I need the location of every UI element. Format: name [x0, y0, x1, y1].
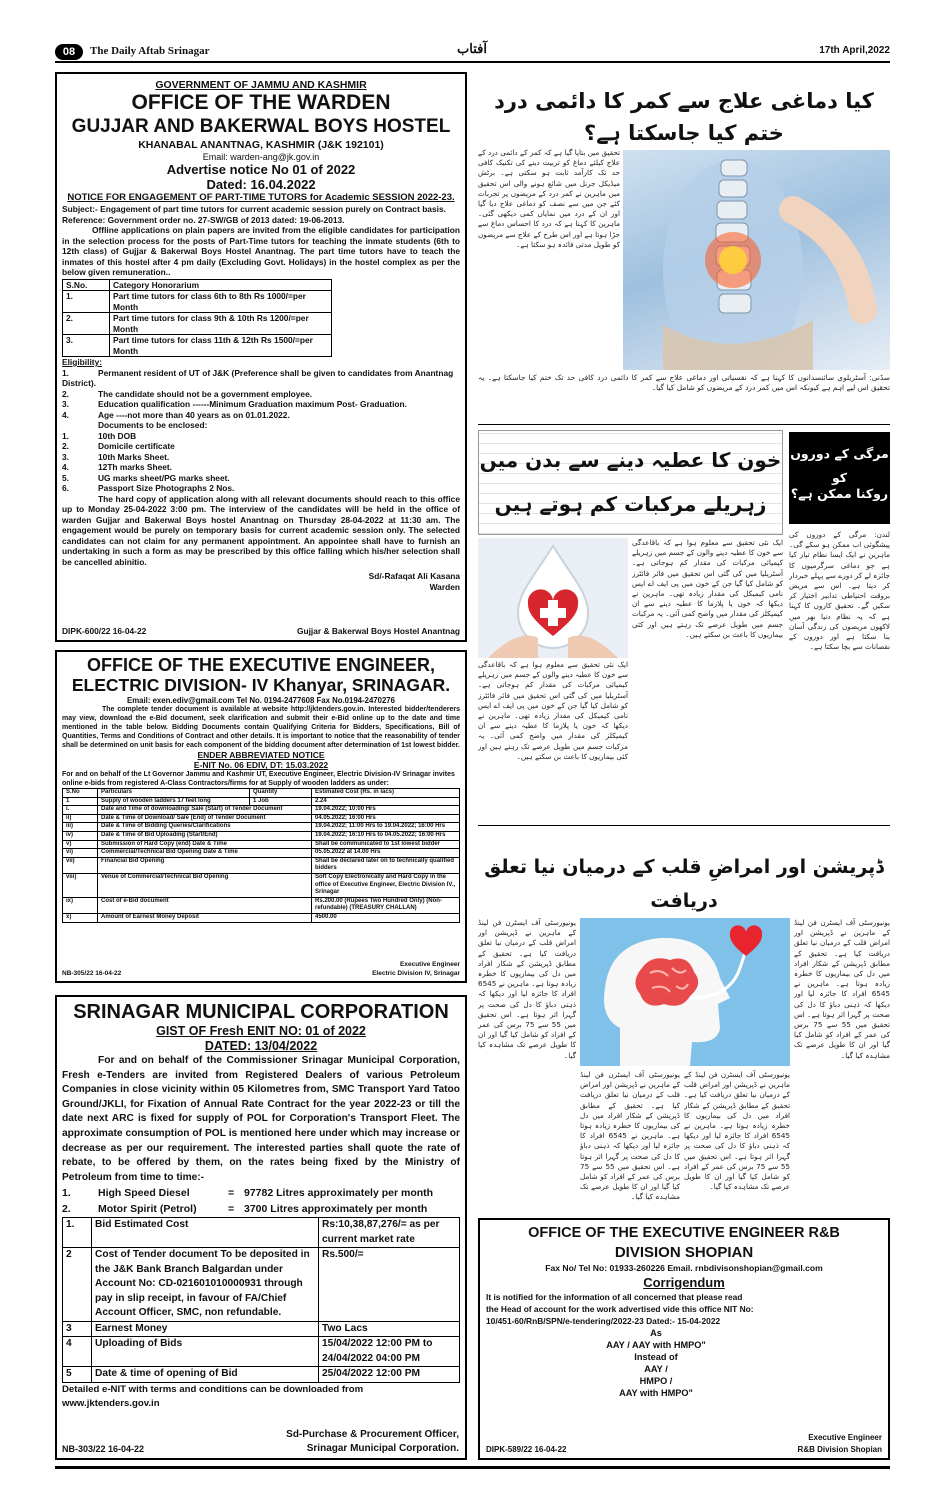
- gist-line: GIST OF Fresh ENIT NO: 01 of 2022: [156, 1024, 366, 1038]
- eligibility-list: [62, 368, 460, 494]
- paper-name: The Daily Aftab Srinagar: [90, 45, 210, 57]
- table-header: Category Honorarium: [110, 279, 332, 291]
- blood-drop-illustration: [478, 538, 628, 658]
- signatory-office: Srinagar Municipal Corporation.: [306, 1443, 459, 1454]
- list-item: AAY / AAY with HMPO": [606, 1340, 706, 1350]
- section-divider: [478, 424, 890, 425]
- closing-paragraph: The hard copy of application along with all relevant documents should reach to this office up to Monday 25-04-2022 3:00 pm. The interview of the candidates will be held in the office of warden Gujjar and Bakerwal Boys hostel Anantnag on Thursday 28-04-2022 at 11:30 am. The engagement would be purely on temporary basis for current academic session only. The selected candidates can not claim for any permanent appointment. An appointee shall have to furnish an undertaking in such a form as may be prescribed by this office falling which his/her selection shall be cancelled abinitio.: [62, 493, 460, 567]
- table-row: ii) Date & Time of Download/ Sale (End) of Tender Document 04.05.2022; 16:00 Hrs: [63, 814, 460, 823]
- table-row: 1 Supply of wooden ladders 17 feet long 1 Job 2.24: [63, 797, 460, 806]
- signatory-office: Electric Division IV, Srinagar: [372, 970, 460, 977]
- ad-issuer: Gujjar & Bakerwal Boys Hostel Anantnag: [296, 625, 460, 636]
- hostel-title: GUJJAR AND BAKERWAL BOYS HOSTEL: [71, 116, 451, 137]
- contact-line: Fax No/ Tel No: 01933-260226 Email. rnbdivisonshopian@gmail.com: [545, 1263, 823, 1273]
- fuel-list: [62, 1185, 460, 1217]
- brain-heart-illustration: [580, 918, 790, 1066]
- blood-headline: [478, 430, 783, 535]
- headline-text: ڈپریشن اور امراضِ قلب کے درمیان نیا تعلق دریافت: [484, 856, 884, 912]
- notice-heading: ENDER ABBREVIATED NOTICE: [197, 750, 325, 760]
- table-row: vi) Commercial/Technical Bid Opening Date & Time 05.05.2022 at 14.00 Hrs: [63, 849, 460, 858]
- signatory-designation: Warden: [429, 581, 460, 592]
- table-row: 3. Part time tutors for class 11th & 12th Rs 1500/=per Month: [63, 335, 332, 357]
- notice-subject: Subject:- Engagement of part time tutors for current academic session purely on Contract basis.: [62, 204, 446, 214]
- list-item: Instead of: [634, 1352, 678, 1362]
- signatory-office: R&B Division Shopian: [797, 1445, 882, 1454]
- corrigendum-body: It is notified for the information of all concerned that please read the Head of account for the work advertised vide this office NIT No: 10/451-60/RnB/SPN/e-tendering/2022-23 Dated:- 15-04-2022: [486, 1292, 754, 1326]
- list-item: 3. 10th Marks Sheet.: [62, 451, 170, 462]
- masthead: [55, 42, 890, 62]
- table-row: ix) Cost of e-Bid document Rs.200.00 (Rupees Two Hundred Only) (Non-refundable) (TREASURY CHALLAN): [63, 897, 460, 913]
- notice-body: Offline applications on plain papers are invited from the eligible candidates for participation in the selection process for the posts of Part-Time tutors for teaching the inmate students (6th to 12th class) of Gujjar & Bakerwal Boys Hostel Anantnag. The part time tutors have to teach the inmates of this hostel after 4 pm daily (Excluding Govt. Holidays) in the hostel complex as per the below given remuneration..: [62, 225, 460, 277]
- gist-date: DATED: 13/04/2022: [204, 1039, 318, 1053]
- ad-code: NB-303/22 16-04-22: [62, 1444, 145, 1454]
- notice-reference: Reference: Government order no. 27-SW/GB of 2013 dated: 19-06-2013.: [62, 214, 345, 225]
- signatory-title: Sd-Purchase & Procurement Officer,: [286, 1429, 459, 1440]
- headline-text: کیا دماغی علاج سے کمر کا دائمی درد ختم کیا جاسکتا ہے؟: [494, 89, 874, 145]
- advertise-date: Dated: 16.04.2022: [206, 177, 316, 192]
- table-row: iii) Date & Time of Bidding Queries/Clarifications 19.04.2022; 11:00 Hrs to 19.04.2022; 16:00 Hrs: [63, 823, 460, 832]
- eligibility-label: Eligibility:: [62, 357, 103, 367]
- table-header-row: S.No Particulars Quantity Estimated Cost (Rs. in lacs): [63, 789, 460, 798]
- masthead-date: 17th April,2022: [819, 45, 890, 56]
- list-item: 3. Education qualification ------Minimum Graduation maximum Post- Graduation.: [62, 399, 407, 409]
- office-title: OFFICE OF THE WARDEN: [131, 91, 391, 114]
- table-row: v) Submission of Hard Copy (end) Date & Time Shall be communicated to 1st lowest bidder: [63, 840, 460, 849]
- masthead-rule: [55, 61, 890, 63]
- corrigendum-lines: [486, 1327, 826, 1399]
- table-row: 1. Bid Estimated Cost Rs:10,38,87,276/= as per current market rate: [63, 1218, 460, 1248]
- honorarium-table: [62, 279, 332, 358]
- download-note: Detailed e-NIT with terms and conditions can be downloaded from www.jktenders.gov.in: [62, 1383, 364, 1409]
- depression-body: یونیورسٹی آف ایسٹرن فن لینڈ کے ماہرین نے ڈپریشن اور امراض قلب کے درمیان نیا تعلق دریافت کیا ہے۔ تحقیق کے مطابق ڈپریشن کے شکار افراد میں دل کی بیماریوں کا خطرہ زیادہ ہوتا ہے۔ ماہرین نے 6545 افراد کا جائزہ لیا اور دیکھا کہ ذہنی دباؤ کا دل کی صحت پر گہرا اثر ہوتا ہے۔ اس تحقیق میں 55 سے 75 برس کی عمر کے افراد کو شامل کیا گیا اور ان کا طویل عرصے تک مشاہدہ کیا گیا۔: [478, 918, 576, 1060]
- table-row: 4 Uploading of Bids 15/04/2022 12:00 PM to 24/04/2022 04:00 PM: [63, 1337, 460, 1367]
- office-title: OFFICE OF THE EXECUTIVE ENGINEER,: [86, 655, 436, 675]
- headline-line-2: زہریلے مرکبات کم ہوتے ہیں: [494, 492, 767, 516]
- hostel-address: KHANABAL ANANTNAG, KASHMIR (J&K 192101): [138, 139, 384, 151]
- list-item: 6. Passport Size Photographs 2 Nos.: [62, 483, 235, 493]
- electric-division-advertisement: [55, 650, 467, 983]
- list-item: 4. 12Th marks Sheet.: [62, 462, 173, 472]
- list-item: 1. 10th DOB: [62, 430, 137, 441]
- rnb-advertisement: [478, 1218, 890, 1460]
- smc-tender-table: [62, 1217, 460, 1383]
- warden-advertisement: [55, 72, 467, 642]
- back-pain-body: تحقیق میں بتایا گیا ہے کہ کمر کے دائمی درد کے علاج کیلئے دماغ کو تربیت دینے کی تکنیک کافی حد تک کارآمد ثابت ہو سکتی ہے۔ برٹش میڈیکل جرنل میں شائع ہونے والی اس تحقیق میں ماہرین نے کمر درد کے مریضوں پر تجربات کئے جن میں سے نصف کو دماغی علاج دیا گیا اور ان کے درد میں نمایاں کمی دیکھی گئی۔ ماہرین کا کہنا ہے کہ درد کا احساس دماغ سے جڑا ہوتا ہے اور اس طرح کے علاج سے مریضوں کو طویل مدتی فائدہ ہو سکتا ہے۔: [478, 148, 620, 249]
- signatory-title: Executive Engineer: [808, 1433, 882, 1442]
- list-item: 4. Age ----not more than 40 years as on 01.01.2022.: [62, 409, 290, 420]
- ad-code: DIPK-589/22 16-04-22: [486, 1445, 567, 1454]
- brain-heart-image: [580, 918, 790, 1066]
- table-row: iv) Date & Time of Bid Uploading (Start/End) 19.04.2022; 16:10 Hrs to 04.05.2022; 16:00 Hrs: [63, 831, 460, 840]
- ad-code: DIPK-600/22 16-04-22: [62, 625, 147, 636]
- list-item: 5. UG marks sheet/PG marks sheet.: [62, 472, 230, 483]
- blood-body-continued: ایک نئی تحقیق سے معلوم ہوا ہے کہ باقاعدگی سے خون کا عطیہ دینے والوں کے جسم میں زہریلے کیمیائی مرکبات کی مقدار کم ہوجاتی ہے۔ آسٹریلیا میں کی گئی اس تحقیق میں فائر فائٹرز کو شامل کیا گیا جن کے خون میں پی ایف اے ایس نامی کیمیکل کی مقدار زیادہ تھی۔ ماہرین نے دیکھا کہ خون یا پلازما کا عطیہ دینے سے ان کیمیکلز کی مقدار میں واضح کمی آئی۔ یہ مرکبات جسم میں طویل عرصے تک رہتے ہیں اور کئی بیماریوں کا باعث بن سکتے ہیں۔: [478, 660, 628, 761]
- depression-body-column-3: یونیورسٹی آف ایسٹرن فن لینڈ کے ماہرین نے ڈپریشن اور امراض قلب کے درمیان نیا تعلق دریافت کیا ہے۔ تحقیق کے مطابق ڈپریشن کے شکار افراد میں دل کی بیماریوں کا خطرہ زیادہ ہوتا ہے۔ ماہرین نے 6545 افراد کا جائزہ لیا اور دیکھا کہ ذہنی دباؤ کا دل کی صحت پر گہرا اثر ہوتا ہے۔ اس تحقیق میں 55 سے 75 برس کی عمر کے افراد کو شامل کیا گیا اور ان کا طویل عرصے تک مشاہدہ کیا گیا۔: [684, 1070, 790, 1192]
- list-item: 1. High Speed Diesel = 97782 Litres approximately per month: [62, 1187, 434, 1200]
- enit-number: E-NIT No. 06 EDIV, DT: 15.03.2022: [193, 760, 329, 770]
- list-item: 1. Permanent resident of UT of J&K (Preference shall be given to candidates from Anantnag District).: [62, 367, 454, 388]
- spine-illustration: [623, 150, 890, 370]
- table-row: i. Date and Time of downloading/ Sale (Start) of Tender Document 19.04.2022; 10:00 Hrs: [63, 806, 460, 815]
- blood-body: ایک نئی تحقیق سے معلوم ہوا ہے کہ باقاعدگی سے خون کا عطیہ دینے والوں کے جسم میں زہریلے کیمیائی مرکبات کی مقدار کم ہوجاتی ہے۔ آسٹریلیا میں کی گئی اس تحقیق میں فائر فائٹرز کو شامل کیا گیا جن کے خون میں پی ایف اے ایس نامی کیمیکل کی مقدار زیادہ تھی۔ ماہرین نے دیکھا کہ خون یا پلازما کا عطیہ دینے سے ان کیمیکلز کی مقدار میں واضح کمی آئی۔ یہ مرکبات جسم میں طویل عرصے تک رہتے ہیں اور کئی بیماریوں کا باعث بن سکتے ہیں۔: [632, 538, 783, 639]
- list-item: HMPO /: [639, 1376, 673, 1386]
- signatory-title: Executive Engineer: [400, 961, 460, 968]
- tender-lead: For and on behalf of the Lt Governor Jammu and Kashmir UT, Executive Engineer, Electric Division-IV Srinagar invites online e-bids from registered A-Class Contractors/firms for at Supply of wooden ladders as under:: [62, 771, 455, 787]
- signatory-name: Sd/-Rafaqat Ali Kasana: [368, 571, 460, 581]
- office-title: OFFICE OF THE EXECUTIVE ENGINEER R&B: [528, 1225, 840, 1241]
- epilepsy-body: لندن: مرگی کے دوروں کی پیشگوئی اب ممکن ہو سکے گی۔ ماہرین نے ایک ایسا نظام تیار کیا ہے جو دماغی سرگرمیوں کا جائزہ لے کر دورے سے پہلے خبردار کر دیتا ہے۔ اس سے مریض بروقت احتیاطی تدابیر اختیار کر سکیں گے۔ تحقیق کاروں کا کہنا ہے کہ یہ نظام دنیا بھر میں لاکھوں مریضوں کی زندگی آسان بنا سکتا ہے اور دوروں کے نقصانات سے بچا سکتا ہے۔: [789, 530, 890, 652]
- headline-line-1: خون کا عطیہ دینے سے بدن میں: [479, 448, 782, 472]
- page-number-badge: 08: [55, 44, 83, 60]
- page-bottom-rule: [55, 1466, 890, 1469]
- blood-drop-image: [478, 538, 628, 658]
- list-item: AAY with HMPO": [619, 1388, 693, 1398]
- back-pain-headline: [478, 75, 890, 145]
- smc-title: SRINAGAR MUNICIPAL CORPORATION: [73, 1001, 449, 1023]
- list-item: 2. The candidate should not be a government employee.: [62, 388, 313, 399]
- notice-title: NOTICE FOR ENGAGEMENT OF PART-TIME TUTORS for Academic SESSION 2022-23.: [67, 192, 455, 203]
- list-item: AAY /: [644, 1364, 668, 1374]
- spine-image: [623, 150, 890, 370]
- masthead-logo: آفتاب: [457, 42, 487, 57]
- headline-line-1: مرگی کے دوروں کو: [790, 446, 889, 485]
- corrigendum-heading: Corrigendum: [643, 1275, 725, 1290]
- advertise-notice-number: Advertise notice No 01 of 2022: [166, 162, 356, 177]
- table-row: 1. Part time tutors for class 6th to 8th Rs 1000/=per Month: [63, 291, 332, 313]
- epilepsy-headline: [789, 432, 890, 524]
- headline-line-2: روکنا ممکن ہے؟: [790, 486, 889, 501]
- list-item: 2. Domicile certificate: [62, 441, 175, 451]
- gov-heading: GOVERNMENT OF JAMMU AND KASHMIR: [155, 79, 367, 91]
- table-row: 2. Part time tutors for class 9th & 10th Rs 1200/=per Month: [63, 313, 332, 335]
- depression-body-column-2: یونیورسٹی آف ایسٹرن فن لینڈ کے ماہرین نے ڈپریشن اور امراض قلب کے درمیان نیا تعلق دریافت کیا ہے۔ تحقیق کے مطابق ڈپریشن کے شکار افراد میں دل کی بیماریوں کا خطرہ زیادہ ہوتا ہے۔ ماہرین نے 6545 افراد کا جائزہ لیا اور دیکھا کہ ذہنی دباؤ کا دل کی صحت پر گہرا اثر ہوتا ہے۔ اس تحقیق میں 55 سے 75 برس کی عمر کے افراد کو شامل کیا گیا اور ان کا طویل عرصے تک مشاہدہ کیا گیا۔: [580, 1070, 680, 1202]
- table-header: S.No.: [63, 279, 110, 291]
- tender-intro: The complete tender document is available at website http://jktenders.gov.in. Interested bidder/tenderers may view, download the e-Bid document, seek clarification and submit their e-Bid online up to the date and time mentioned in the table below. Bidding Documents contain Qualifying Criteria for Bidders, Specifications, Bill of Quantities, Terms and Conditions of Contract and other details. It is important to notice that the reasonability of tender shall be determined on unit basis for each component of the bidding document after determination of 1st lowest bidder.: [62, 706, 460, 749]
- tender-rows-table: [62, 797, 460, 923]
- ad-code: NB-305/22 16-04-22: [62, 970, 122, 977]
- division-title: ELECTRIC DIVISION- IV Khanyar, SRINAGAR.: [71, 675, 451, 695]
- table-row: 5 Date & time of opening of Bid 25/04/2022 12:00 PM: [63, 1367, 460, 1383]
- back-pain-caption: سڈنی: آسٹریلوی سائنسدانوں کا کہنا ہے کہ نفسیاتی اور دماغی علاج سے کمر کا دائمی درد کافی حد تک ختم کیا جاسکتا ہے۔ یہ تحقیق اس لیے اہم ہے کیونکہ اس میں کمر درد کے مریضوں کو شامل کیا گیا۔: [478, 373, 890, 393]
- depression-body-column-4: یونیورسٹی آف ایسٹرن فن لینڈ کے ماہرین نے ڈپریشن اور امراض قلب کے درمیان نیا تعلق دریافت کیا ہے۔ تحقیق کے مطابق ڈپریشن کے شکار افراد میں دل کی بیماریوں کا خطرہ زیادہ ہوتا ہے۔ ماہرین نے 6545 افراد کا جائزہ لیا اور دیکھا کہ ذہنی دباؤ کا دل کی صحت پر گہرا اثر ہوتا ہے۔ اس تحقیق میں 55 سے 75 برس کی عمر کے افراد کو شامل کیا گیا اور ان کا طویل عرصے تک مشاہدہ کیا گیا۔: [794, 918, 890, 1060]
- section-divider: [478, 825, 890, 826]
- division-title: DIVISION SHOPIAN: [614, 1244, 754, 1261]
- contact-line: Email: exen.ediv@gmail.com Tel No. 0194-2477608 Fax No.0194-2470276: [127, 696, 395, 705]
- smc-advertisement: [55, 995, 467, 1460]
- table-row: vii) Financial Bid Opening Shall be declared later on to technically qualified bidders: [63, 857, 460, 873]
- table-row: 2 Cost of Tender document To be deposited in the J&K Bank Branch Balgardan under Account No: CD-021601010000931 through pay in slip receipt, in favour of FA/Chief Account Officer, SMC, non refundable. Rs.500/=: [63, 1248, 460, 1322]
- hostel-email: Email: warden-ang@jk.gov.in: [202, 152, 320, 162]
- smc-body: For and on behalf of the Commissioner Srinagar Municipal Corporation, Fresh e-Tenders are invited from Registered Dealers of various Petroleum Companies in close vicinity within 05 Kilometres from, SMC Transport Yard Tatoo Ground/JKLI, for Fixation of Annual Rate Contract for the year 2022-23 or till the date next ARC is fixed for supply of POL for Corporation's Transport Fleet. The approximate consumption of POL is mentioned here under which may increase or decrease as per our requirement. The interested parties shall quote the rate of rebate, to be offered by them, on the rates being fixed by the Ministry of Petroleum from time to time:-: [62, 1055, 460, 1183]
- table-row: 3 Earnest Money Two Lacs: [63, 1321, 460, 1337]
- list-item: As: [650, 1328, 662, 1338]
- list-item: 2. Motor Spirit (Petrol) = 3700 Litres approximately per month: [62, 1203, 428, 1216]
- depression-headline: [478, 832, 890, 912]
- table-row: viii) Venue of Commercial/Technical Bid Opening Soft Copy Electronically and Hard Copy in the office of Executive Engineer, Electric Division IV., Srinagar: [63, 873, 460, 897]
- table-row: x) Amount of Earnest Money Deposit 4500.00: [63, 913, 460, 922]
- documents-label: Documents to be enclosed:: [98, 420, 208, 430]
